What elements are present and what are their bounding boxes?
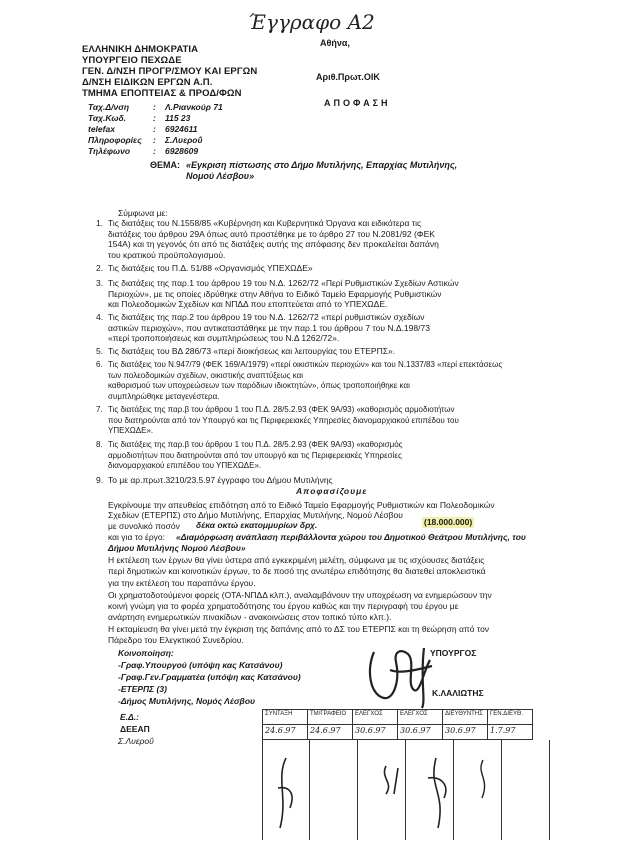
item-number: 6. — [96, 360, 103, 369]
field-value: 6928609 — [165, 146, 199, 156]
register-date: 1.7.97 — [488, 725, 533, 740]
field-value: Λ.Ριανκούρ 71 — [165, 102, 223, 112]
item-number: 5. — [96, 346, 104, 356]
internal-line: Σ.Λυεροΰ — [118, 736, 154, 746]
register-date: 30.6.97 — [353, 725, 398, 740]
subject-label: ΘΕΜΑ: — [150, 160, 180, 170]
body-line: και για το έργο: — [108, 532, 166, 542]
letterhead-line: ΓΕΝ. Δ/ΝΣΗ ΠΡΟΓΡ/ΣΜΟΥ ΚΑΙ ΕΡΓΩΝ — [82, 66, 258, 77]
list-item — [96, 440, 403, 472]
letterhead-line: ΥΠΟΥΡΓΕΙΟ ΠΕΧΩΔΕ — [82, 55, 182, 66]
field-label: Ταχ.Κωδ. — [88, 113, 127, 123]
item-number: 9. — [96, 475, 104, 485]
distribution-heading: Κοινοποίηση: — [118, 648, 174, 658]
initials-scribbles — [268, 748, 548, 838]
contact-fields — [88, 102, 223, 157]
body-line: Η εκταμίευση θα γίνει μετά την έγκριση της δαπάνης από το ΔΣ του ΕΤΕΡΠΣ και τη θεώρηση από τον — [108, 624, 490, 634]
item-line: καθορισμού των υποχρεώσεων των παρόδιων ιδιοκτητών», όπως τροποποιήθηκε και — [108, 381, 410, 390]
project-title: Δήμου Μυτιλήνης Νομού Λέσβου» — [108, 543, 246, 553]
list-item — [96, 475, 333, 486]
contact-field: Πληροφορίες : Σ.Λυεροΰ — [88, 135, 203, 145]
register-date: 30.6.97 — [398, 725, 443, 740]
distribution-line: -Γραφ.Γεν.Γραμματέα (υπόψη κας Κατσάνου) — [118, 672, 301, 682]
item-line: Το με αρ.πρωτ.3210/23.5.97 έγγραφο του Δήμου Μυτιλήνης — [108, 475, 333, 485]
place-label: Αθήνα, — [320, 38, 350, 48]
body-line: για την εκτέλεση του παραπάνω έργου. — [108, 578, 256, 588]
field-label: Ταχ.Δ/νση — [88, 102, 130, 112]
amount-figure: (18.000.000) — [424, 517, 473, 527]
letterhead-line: ΤΜΗΜΑ ΕΠΟΠΤΕΙΑΣ & ΠΡΟΔ/ΦΩΝ — [82, 88, 242, 99]
field-label: Τηλέφωνο — [88, 146, 131, 156]
intro-text: Σύμφωνα με: — [118, 208, 168, 218]
item-line: ΥΠΕΧΩΔΕ». — [108, 426, 154, 435]
register-date: 24.6.97 — [263, 725, 308, 740]
list-item — [96, 312, 430, 344]
register-header: ΔΙΕΥΘΥΝΤΗΣ — [443, 710, 488, 725]
body-line: κοινή γνώμη για το φορέα χρηματοδότησης του έργου καθώς και την περιγραφή του έργου με — [108, 601, 459, 611]
item-line: Τις διατάξεις του Π.Δ. 51/88 «Οργανισμός ΥΠΕΧΩΔΕ» — [108, 263, 313, 273]
register-date: 24.6.97 — [308, 725, 353, 740]
list-item — [96, 218, 508, 260]
list-item — [96, 405, 459, 437]
body-line: ανάρτηση ενημερωτικών πινακίδων - ανακοινώσεις στον τοπικό τύπο κλπ.). — [108, 612, 392, 622]
body-line: Σχεδίων (ΕΤΕΡΠΣ) στο Δήμο Μυτιλήνης, Επαρχίας Μυτιλήνης, Νομού Λέσβου — [108, 510, 403, 520]
subject-line: Νομού Λέσβου» — [186, 171, 255, 181]
register-header: ΕΛΕΓΧΟΣ — [398, 710, 443, 725]
field-value: 115 23 — [165, 113, 191, 123]
project-title: «Διαμόρφωση ανάπλαση περιβάλλοντα χώρου του Δημοτικού Θεάτρου Μυτιλήνης, του — [176, 532, 526, 542]
item-line: «περί τροποποιήσεως και συμπληρώσεως του Ν.Δ 1262/72». — [108, 333, 340, 343]
signature-name: Κ.ΛΑΛΙΩΤΗΣ — [432, 688, 484, 698]
register-date: 30.6.97 — [443, 725, 488, 740]
list-item — [96, 263, 313, 274]
register-table — [262, 709, 533, 740]
body-line: Εγκρίνουμε την απευθείας επιδότηση από το Ειδικό Ταμείο Εφαρμογής Ρυθμιστικών και Πολεοδομικών — [108, 500, 495, 510]
item-number: 2. — [96, 263, 104, 273]
protocol-label: Αριθ.Πρωτ.ΟΙΚ — [316, 72, 380, 82]
field-label: Πληροφορίες — [88, 135, 142, 145]
field-value: 6924611 — [165, 124, 198, 134]
letterhead-line: ΕΛΛΗΝΙΚΗ ΔΗΜΟΚΡΑΤΙΑ — [82, 44, 199, 55]
register-header: ΣΥΝΤΑΞΗ — [263, 710, 308, 725]
register-header: ΓΕΝ.ΔΙΕΥΘ. — [488, 710, 533, 725]
item-line: Τις διατάξεις του Ν.947/79 (ΦΕΚ 169/Α/1979) «περί οικιστικών περιοχών» και του Ν.1337/83 «περί επεκτάσεως των πολεοδομικών σχεδίων, οικιστικής αναπτύξεως και — [108, 360, 503, 380]
body-line: Οι χρηματοδοτούμενοι φορείς (ΟΤΑ-ΝΠΔΔ κλπ.), αναλαμβάνουν την υποχρέωση να ενημερώσουν την — [108, 590, 492, 600]
item-line: Τις διατάξεις του Ν.1558/85 «Κυβέρνηση και Κυβερνητικά Όργανα και ειδικότερα τις — [108, 218, 422, 228]
internal-line: ΔΕΕΑΠ — [120, 724, 150, 734]
item-line: συμπληρώθηκε μεταγενέστερα. — [108, 391, 220, 401]
item-line: διανομαρχιακού επιπέδου του ΥΠΕΧΩΔΕ». — [108, 461, 262, 470]
handwritten-note: Έγγραφο Α2 — [248, 10, 375, 34]
contact-field: Τηλέφωνο : 6928609 — [88, 146, 199, 156]
item-line: που διατηρούνται από τον Υπουργό και τις Περιφερειακές Υπηρεσίες διανομαρχιακού επιπέδου του — [108, 415, 459, 425]
distribution-line: -Γραφ.Υπουργού (υπόψη κας Κατσάνου) — [118, 660, 283, 670]
item-number: 8. — [96, 440, 103, 449]
register-header: ΕΛΕΓΧΟΣ — [353, 710, 398, 725]
decision-title: ΑΠΟΦΑΣΗ — [324, 98, 391, 108]
item-number: 3. — [96, 278, 104, 288]
subject-line: «Εγκριση πίστωσης στο Δήμο Μυτιλήνης, Επαρχίας Μυτιλήνης, — [186, 160, 458, 170]
body-line: με συνολικό ποσόν — [108, 521, 180, 531]
item-line: διατάξεις του άρθρου 29Α όπως αυτό προστέθηκε με το άρθρο 27 του Ν.2081/92 (ΦΕΚ — [108, 228, 435, 239]
distribution-line: -Δήμος Μυτιλήνης, Νομός Λέσβου — [118, 696, 256, 706]
item-line: Τις διατάξεις της παρ.β του άρθρου 1 του Π.Δ. 28/5.2.93 (ΦΕΚ 9Α/93) «καθορισμός αρμοδιοτήτων — [108, 405, 455, 414]
item-number: 4. — [96, 312, 104, 322]
item-line: αρμοδιοτήτων που διατηρούνται από τον υπουργό και τις Περιφερειακές Υπηρεσίες — [108, 450, 402, 460]
list-item — [96, 346, 396, 357]
amount-words: δέκα οκτώ εκατομμυρίων δρχ. — [196, 520, 318, 530]
body-line: περί δημοτικών και κοινοτικών έργων, το δε ποσό της ανωτέρω επιδότησης θα διατεθεί αποκλειστικά — [108, 566, 486, 576]
item-line: Τις διατάξεις του ΒΔ 286/73 «περί διοικήσεως και λειτουργίας του ΕΤΕΡΠΣ». — [108, 346, 396, 356]
item-line: 154Α) και τη γεγονός ότι από τις διατάξεις αυτής της απόφασης δεν προκαλείται δαπάνη — [108, 239, 439, 249]
body-line: Η εκτέλεση των έργων θα γίνει ύστερα από εγκεκριμένη μελέτη, σύμφωνα με τις ισχύουσες διατάξεις — [108, 555, 485, 565]
distribution-line: -ΕΤΕΡΠΣ (3) — [118, 684, 167, 694]
letterhead-line: Δ/ΝΣΗ ΕΙΔΙΚΩΝ ΕΡΓΩΝ Α.Π. — [82, 77, 213, 88]
item-line: Τις διατάξεις της παρ.1 του άρθρου 19 του Ν.Δ. 1262/72 «Περί Ρυθμιστικών Σχεδίων Αστικών — [108, 278, 459, 288]
internal-heading: Ε.Δ.: — [120, 712, 139, 722]
item-line: του κρατικού προϋπολογισμού. — [108, 249, 226, 260]
item-line: Τις διατάξεις της παρ.2 του άρθρου 19 του Ν.Δ. 1262/72 «περί ρυθμιστικών σχεδίων — [108, 312, 425, 322]
contact-field: Ταχ.Δ/νση : Λ.Ριανκούρ 71 — [88, 102, 223, 112]
field-value: Σ.Λυεροΰ — [165, 135, 203, 145]
list-item — [96, 278, 459, 310]
item-line: αστικών περιοχών», που αντικαταστάθηκε με την παρ.1 του άρθρου 7 του Ν.Δ.198/73 — [108, 322, 430, 333]
table-rule — [549, 740, 550, 840]
decide-heading: Αποφασίζουμε — [296, 486, 368, 496]
list-item — [96, 360, 508, 402]
table-rule — [262, 740, 263, 840]
signature-scribble — [360, 640, 455, 710]
item-number: 1. — [96, 218, 104, 228]
signature-role: ΥΠΟΥΡΓΟΣ — [430, 648, 477, 658]
contact-field: telefax : 6924611 — [88, 124, 198, 134]
item-line: Περιοχών», με τις οποίες ιδρύθηκε στην Αθήνα το Ειδικό Ταμείο Εφαρμογής Ρυθμιστικών — [108, 288, 442, 299]
register-header: ΤΜ/ΓΡΑΦΕΙΟ — [308, 710, 353, 725]
body-line: Πάρεδρο του Ελεγκτικού Συνεδρίου. — [108, 635, 244, 645]
item-number: 7. — [96, 405, 103, 414]
item-line: και Πολεοδομικών Σχεδίων και ΝΠΔΔ που εποπτεύεται από το ΥΠΕΧΩΔΕ. — [108, 299, 388, 309]
letterhead — [82, 44, 257, 99]
contact-field: Ταχ.Κωδ. : 115 23 — [88, 113, 191, 123]
item-line: Τις διατάξεις της παρ.β του άρθρου 1 του Π.Δ. 28/5.2.93 (ΦΕΚ 9Α/93) «καθορισμός — [108, 440, 403, 449]
field-label: telefax — [88, 124, 115, 134]
